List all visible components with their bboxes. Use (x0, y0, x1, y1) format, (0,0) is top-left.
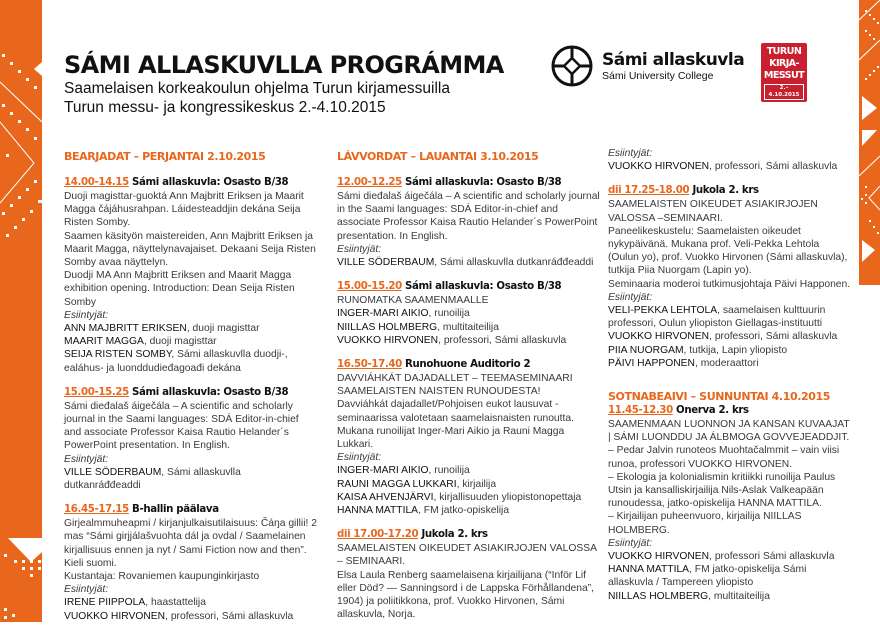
decorative-pattern-left (0, 0, 42, 622)
event-heading (337, 176, 601, 190)
performers-label: Esiintyjät: (337, 243, 382, 255)
event-location: Runohuone Auditorio 2 (405, 359, 531, 371)
event-description: Davviáhkát dajadallet/Pohjoisen eukot lausuvat -seminaarissa valotetaan saamelaisnaisten runoutta. Mukana runoilijat Inger-Mari Aikio ja Rauni Magga Lukkari. (337, 399, 574, 451)
performer-name: IRENE PIIPPOLA (64, 597, 146, 609)
column-saturday (337, 150, 601, 632)
performer (608, 344, 852, 357)
event-location: Sámi allaskuvla: Osasto B/38 (405, 281, 562, 293)
logo-line-3: MESSUT (763, 70, 805, 81)
performers-label: Esiintyjät: (64, 584, 109, 596)
performer-name: ANN MAJBRITT ERIKSEN (64, 323, 187, 335)
performer-role: , professori Sámi allaskuvla (709, 551, 835, 563)
performer-name: VILLE SÖDERBAUM (337, 257, 435, 269)
program-event (608, 404, 852, 603)
event-description: Saamen käsityön maistereiden, Ann Majbritt Eriksen ja Maarit Magga, näyttelynavajaiset. Dekaani Seija Risten Somby avaa näyttelyn. (64, 230, 316, 269)
event-location: Sámi allaskuvla: Osasto B/38 (132, 386, 289, 398)
event-description: Elsa Laula Renberg saamelaisena kirjailijana (“Inför Lif eller Död? — Sanningsord i de Lappska Förhållandena”, 1904) ja poliitikkona, prof. Vuokko Hirvonen, Sámi allaskuvla, Norja. (337, 569, 595, 621)
event-description: Girjealmmuheapmi / kirjanjulkaisutilaisuus: Čáŋa gillii! 2 mas “Sámi girjjálašvuohta dál ja ovdal / Saamelainen kirjallisuus ennen ja nyt / Sami Fiction now and then”. Kieli suomi. (64, 518, 317, 569)
performer-name: NIILLAS HOLMBERG (608, 590, 709, 602)
performer-role: , Sámi allaskuvlla duodji-, ealáhus- ja luonddudieđagoađi dekána (64, 349, 288, 374)
event-continued (608, 147, 852, 173)
performer-role: , multitaiteilija (708, 590, 770, 602)
program-event (337, 280, 601, 347)
performer-name: VELI-PEKKA LEHTOLA (608, 305, 718, 317)
page-subtitle: Saamelaisen korkeakoulun ohjelma Turun kirjamessuilla (64, 80, 450, 97)
logo-subtitle: Sámi University College (602, 70, 714, 82)
performer (608, 563, 852, 589)
performer-role: , Sámi allaskuvlla dutkanráđđeaddi (434, 257, 594, 269)
logo-name: Sámi allaskuvla (602, 50, 745, 70)
performer (64, 335, 318, 348)
performer-name: VUOKKO HIRVONEN (608, 161, 710, 173)
sami-allaskuvla-logo (550, 44, 744, 88)
day-heading-saturday: LÁVVORDAT – LAUANTAI 3.10.2015 (337, 150, 539, 163)
performer (337, 464, 601, 477)
event-description: SAAMENMAAN LUONNON JA KANSAN KUVAAJAT | SÁMI LUONDDU JA ÁLBMOGA GOVVEJEADDJIT. (608, 419, 850, 444)
event-heading (608, 184, 852, 198)
performer-name: INGER-MARI AIKIO (337, 465, 429, 477)
event-heading (64, 176, 318, 190)
event-location: Sámi allaskuvla: Osasto B/38 (405, 177, 562, 188)
performer-name: VUOKKO HIRVONEN (608, 331, 710, 343)
performer-role: , runoilija (428, 465, 470, 477)
event-description: Paneelikeskustelu: Saamelaisten oikeudet nykypäivänä. Mukana prof. Veli-Pekka Lehtola (Oulun yo), prof. Vuokko Hirvonen (Sámi allaskuvla), tutkija Piia Nuorgam (Lapin yo). (608, 225, 848, 277)
performer-name: MAARIT MAGGA (64, 336, 144, 348)
program-event (608, 184, 852, 370)
sami-emblem-icon (550, 44, 594, 88)
performer (608, 550, 852, 563)
performer-role: , moderaattori (694, 357, 759, 369)
performer (337, 504, 601, 517)
event-description: Duoji magisttar-guoktá Ann Majbritt Eriksen ja Maarit Magga čájáhusrahpan. Láidesteaddjin dekána Seija Risten Somby. (64, 191, 304, 229)
performer-name: SEIJA RISTEN SOMBY (64, 349, 172, 361)
event-time: 16.45-17.15 (64, 504, 129, 516)
performer (337, 307, 601, 320)
event-description: – Kirjailijan puheenvuoro, kirjailija NIILLAS HOLMBERG. (608, 511, 802, 536)
day-heading-sunday: SOTNABEAIVI – SUNNUNTAI 4.10.2015 (608, 390, 830, 404)
performers-label: Esiintyjät: (608, 291, 653, 303)
performer-name: HANNA MATTILA (608, 564, 690, 576)
performers-label: Esiintyjät: (337, 452, 382, 464)
performer-role: , duoji magisttar (186, 323, 260, 335)
performer-name: KAISA AHVENJÄRVI (337, 491, 434, 503)
event-location: B-hallin päälava (132, 504, 219, 516)
performer-role: , haastattelija (145, 597, 206, 609)
event-description: Seminaaria moderoi tutkimusjohtaja Päivi Happonen. (608, 278, 851, 290)
column-saturday-cont-sunday (608, 147, 852, 614)
performer-name: VILLE SÖDERBAUM (64, 466, 162, 478)
day-heading-friday: BEARJADAT – PERJANTAI 2.10.2015 (64, 150, 266, 163)
event-description: RUNOMATKA SAAMENMAALLE (337, 295, 489, 307)
performer (608, 330, 852, 343)
performer-name: VUOKKO HIRVONEN (337, 334, 439, 346)
performer (608, 160, 852, 173)
performer (64, 466, 318, 492)
performer (608, 357, 852, 370)
event-time: dii 17.25-18.00 (608, 185, 690, 197)
program-event (64, 386, 318, 492)
performer (337, 256, 601, 269)
performer-name: VUOKKO HIRVONEN (64, 610, 166, 622)
performer-role: , saamelaisen kulttuurin professori, Oulun yliopiston Giellagas-instituutti (608, 305, 826, 330)
program-event (337, 176, 601, 269)
performer (64, 610, 318, 623)
performer-role: , professori, Sámi allaskuvla (165, 610, 294, 622)
event-heading (337, 280, 601, 294)
logo-dates: 2.–4.10.2015 (764, 84, 804, 100)
performer-role: , professori, Sámi allaskuvla (709, 331, 838, 343)
performer-role: , runoilija (428, 308, 470, 320)
event-time: 11.45-12.30 (608, 405, 673, 417)
event-heading (64, 386, 318, 400)
event-heading (337, 528, 601, 542)
performers-label: Esiintyjät: (64, 453, 109, 465)
event-description: SAAMELAISTEN OIKEUDET ASIAKIRJOJEN VALOSSA –SEMINAARI. (608, 199, 818, 224)
event-description: SAAMELAISTEN OIKEUDET ASIAKIRJOJEN VALOSSA – SEMINAARI. (337, 543, 597, 568)
program-event (337, 528, 601, 621)
event-location: Onerva 2. krs (676, 405, 749, 417)
performer-name: INGER-MARI AIKIO (337, 308, 429, 320)
event-description: Sámi dieđalaš áigečála – A scientific and scholarly journal in the Saami languages: SDÁ Editor-in-chief and associate Professor Kaisa Rautio Helander´s PowerPoint presentation. In English. (64, 400, 299, 452)
performer-name: PÄIVI HAPPONEN (608, 357, 695, 369)
performer (337, 491, 601, 504)
event-description: DAVVIÁHKÁT DAJADALLET – TEEMASEMINAARI SAAMELAISTEN NAISTEN RUNOUDESTA! (337, 373, 573, 398)
performer (337, 334, 601, 347)
performer (64, 322, 318, 335)
performer-role: , duoji magisttar (143, 336, 217, 348)
event-description: Kustantaja: Rovaniemen kaupunginkirjasto (64, 571, 260, 583)
logo-line-1: TURUN (766, 46, 802, 57)
venue-dates: Turun messu- ja kongressikeskus 2.-4.10.2015 (64, 99, 386, 116)
event-heading (608, 404, 852, 418)
performer-name: VUOKKO HIRVONEN (608, 551, 710, 563)
performers-label: Esiintyjät: (608, 148, 653, 159)
event-time: 14.00-14.15 (64, 177, 129, 188)
performer-role: , multitaiteilija (437, 321, 499, 333)
performers-label: Esiintyjät: (608, 537, 653, 549)
decorative-pattern-right (859, 0, 880, 285)
event-description: Duodji MA Ann Majbritt Eriksen and Maarit Magga exhibition opening. Introduction: Dean Seija Risten Somby (64, 270, 295, 308)
performer (608, 304, 852, 330)
performer-role: , FM jatko-opiskelija Sámi allaskuvla / Tampereen yliopisto (608, 564, 807, 589)
performer (64, 348, 318, 374)
program-event (64, 176, 318, 375)
page-header (64, 52, 504, 117)
event-time: 15.00-15.20 (337, 281, 402, 293)
event-location: Jukola 2. krs (692, 185, 759, 197)
event-location: Sámi allaskuvla: Osasto B/38 (132, 177, 289, 188)
event-heading (64, 503, 318, 517)
performers-label: Esiintyjät: (64, 309, 109, 321)
performer-name: NIILLAS HOLMBERG (337, 321, 438, 333)
event-time: 16.50-17.40 (337, 359, 402, 371)
performer-role: , tutkija, Lapin yliopisto (683, 344, 788, 356)
performer-role: , FM jatko-opiskelija (418, 505, 510, 517)
event-description: Sámi dieđalaš áigečála – A scientific and scholarly journal in the Saami languages: SDÁ Editor-in-chief and associate Professor Kaisa Rautio Helander´s PowerPoint presentation. In English. (337, 191, 600, 242)
performer-role: , professori, Sámi allaskuvla (709, 161, 838, 173)
event-time: 15.00-15.25 (64, 386, 129, 398)
event-heading (337, 358, 601, 372)
logo-line-2: KIRJA- (769, 58, 799, 69)
performer-role: , Sámi allaskuvlla dutkanráđđeaddi (64, 466, 241, 492)
performer-name: PIIA NUORGAM (608, 344, 684, 356)
performer (608, 590, 852, 603)
program-event (337, 358, 601, 517)
page-title: SÁMI ALLASKUVLLA PROGRÁMMA (64, 51, 504, 79)
event-description: – Pedar Jalvin runoteos Muohtačalmmit – vain viisi runoa, professori VUOKKO HIRVONEN. (608, 445, 840, 470)
column-friday (64, 150, 318, 634)
program-event (64, 503, 318, 623)
performer (64, 596, 318, 609)
performer-role: , kirjallisuuden yliopistonopettaja (433, 491, 582, 503)
performer-name: RAUNI MAGGA LUKKARI (337, 478, 457, 490)
performer-role: , kirjailija (456, 478, 497, 490)
event-description: – Ekologia ja kolonialismin kritiikki runoilija Paulus Utsin ja kansalliskirjailija Nils-Aslak Valkeapään runoudessa, jatko-opiskelija HANNA MATTILA. (608, 471, 836, 510)
performer-name: HANNA MATTILA (337, 505, 419, 517)
event-location: Jukola 2. krs (421, 529, 488, 541)
turun-kirjamessut-logo (761, 43, 807, 102)
event-time: dii 17.00-17.20 (337, 529, 419, 541)
event-time: 12.00-12.25 (337, 177, 402, 188)
performer-role: , professori, Sámi allaskuvla (438, 334, 567, 346)
performer (337, 321, 601, 334)
performer (337, 478, 601, 491)
